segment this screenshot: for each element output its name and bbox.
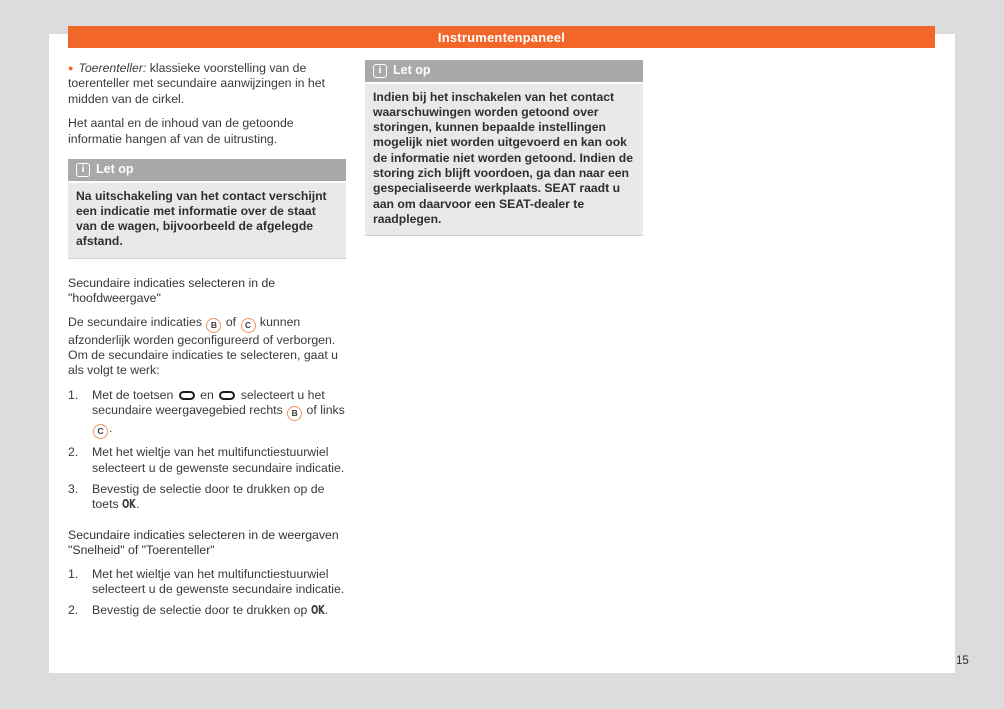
rocker-button-icon [179, 391, 195, 400]
info-icon: i [373, 64, 387, 78]
note-title: Let op [96, 162, 134, 177]
bullet-paragraph-text: Toerenteller: klassieke voorstelling van de toerenteller met secundaire aanwijzingen in het midden van de cirkel. [68, 61, 326, 106]
section-subheading: Secundaire indicaties selecteren in de weergaven "Snelheid" of "Toerenteller" [68, 527, 339, 558]
list-item-text: Bevestig de selectie door te drukken op OK. [92, 603, 329, 618]
paragraph: Het aantal en de inhoud van de getoonde informatie hangen af van de uitrusting. [68, 116, 294, 146]
list-item [68, 482, 346, 513]
intro-paragraph: De secundaire indicaties B of C kunnen afzonderlijk worden geconfigureerd of verborgen. Om de secundaire indicaties te selecteren, gaat u als volgt te werk: [68, 314, 339, 378]
note-title: Let op [393, 63, 431, 78]
list-item [68, 567, 346, 598]
list-item-text: Met het wieltje van het multifunctiestuurwiel selecteert u de gewenste secundaire indicatie. [92, 445, 345, 475]
orange-dot-icon: ● [68, 63, 74, 73]
italic-term: Toerenteller: [78, 61, 147, 75]
note-box-right [365, 60, 643, 236]
list-item-text: Met het wieltje van het multifunctiestuurwiel selecteert u de gewenste secundaire indicatie. [92, 566, 345, 596]
list-item [68, 388, 346, 439]
left-text-column [68, 61, 346, 625]
ordered-list [68, 567, 346, 619]
ok-button-glyph: OK [122, 497, 136, 512]
note-body: Indien bij het inschakelen van het contact waarschuwingen worden getoond over storingen, kunnen bepaalde instellingen mogelijk niet worden uitgevoerd en kan ook de informatie niet worden getoond. Indien de storing zich blijft voordoen, ga dan naar een gespecialiseerde werkplaats. SEAT raadt u aan om daarvoor een SEAT-dealer te raadplegen. [365, 84, 643, 237]
list-item-number: 1. [68, 387, 79, 402]
rocker-button-icon [219, 391, 235, 400]
list-item-number: 3. [68, 481, 79, 496]
list-item-number: 1. [68, 566, 79, 581]
list-item-text: Met de toetsen en selecteert u het secundaire weergavegebied rechts B of links C . [92, 388, 346, 439]
circled-key-c-icon: C [241, 318, 256, 333]
info-icon: i [76, 163, 90, 177]
chapter-title: Instrumentenpaneel [437, 29, 566, 45]
list-item-number: 2. [68, 603, 79, 618]
list-item [68, 445, 346, 476]
ok-button-glyph: OK [310, 603, 325, 618]
circled-key-c-icon: C [93, 424, 108, 439]
right-text-column [365, 60, 643, 236]
section-subheading: Secundaire indicaties selecteren in de "hoofdweergave" [68, 275, 276, 306]
note-box-left [68, 159, 346, 259]
list-item-number: 2. [68, 445, 79, 460]
circled-key-b-icon: B [287, 406, 302, 421]
note-body: Na uitschakeling van het contact verschijnt een indicatie met informatie over de staat van de wagen, bijvoorbeeld de afgelegde afstand. [68, 183, 346, 259]
page-number: 15 [956, 655, 969, 667]
circled-key-b-icon: B [206, 318, 221, 333]
bullet-paragraph [68, 61, 346, 107]
note-header [365, 60, 643, 82]
ordered-list [68, 388, 346, 513]
note-header [68, 159, 346, 181]
chapter-header-bar [68, 26, 935, 48]
list-item-text: Bevestig de selectie door te drukken op de toets OK. [92, 481, 325, 512]
list-item [68, 603, 346, 618]
document-page [49, 29, 955, 673]
